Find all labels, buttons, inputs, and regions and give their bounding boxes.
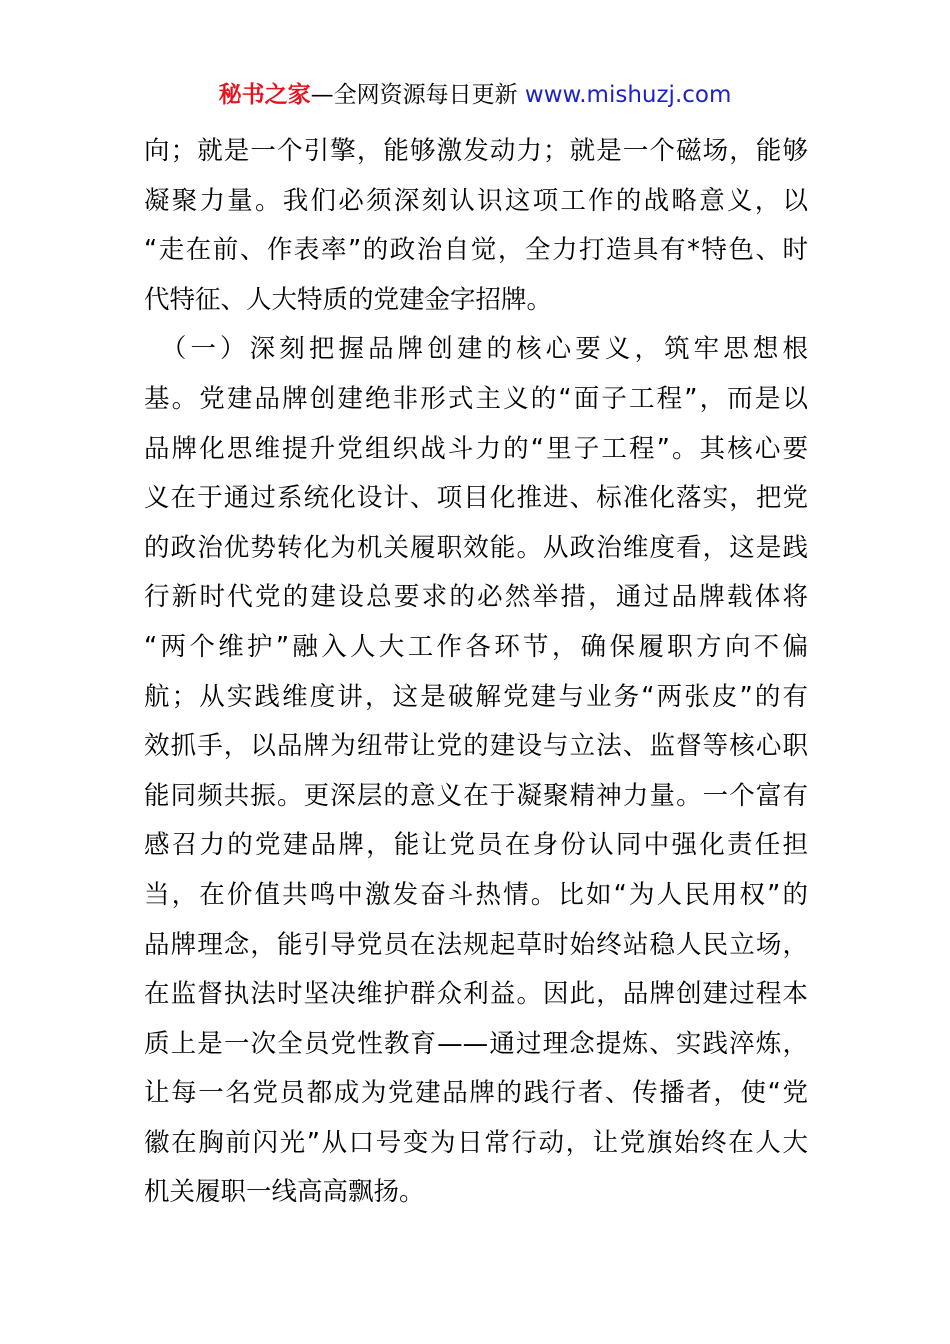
text-line: “走在前、作表率”的政治自觉，全力打造具有*特色、时 — [144, 235, 808, 266]
text-line: 让每一名党员都成为党建品牌的践行者、传播者，使“党 — [144, 1078, 808, 1109]
text-line: 的政治优势转化为机关履职效能。从政治维度看，这是践 — [144, 532, 808, 563]
text-line: 感召力的党建品牌，能让党员在身份认同中强化责任担 — [144, 830, 808, 861]
text-line: 行新时代党的建设总要求的必然举措，通过品牌载体将 — [144, 582, 808, 613]
body-text — [144, 127, 808, 1218]
text-line: 质上是一次全员党性教育——通过理念提炼、实践淬炼， — [144, 1028, 808, 1059]
text-line: 义在于通过系统化设计、项目化推进、标准化落实，把党 — [144, 483, 808, 514]
text-line: 机关履职一线高高飘扬。 — [144, 1177, 425, 1208]
text-line: “两个维护”融入人大工作各环节，确保履职方向不偏 — [144, 631, 808, 662]
page-header — [0, 80, 950, 110]
text-line: 凝聚力量。我们必须深刻认识这项工作的战略意义，以 — [144, 185, 808, 216]
text-line: 能同频共振。更深层的意义在于凝聚精神力量。一个富有 — [144, 780, 808, 811]
section-heading-line: （一）深刻把握品牌创建的核心要义，筑牢思想根 — [144, 334, 808, 365]
text-line: 在监督执法时坚决维护群众利益。因此，品牌创建过程本 — [144, 979, 808, 1010]
text-line: 徽在胸前闪光”从口号变为日常行动，让党旗始终在人大 — [144, 1127, 808, 1158]
text-line: 当，在价值共鸣中激发奋斗热情。比如“为人民用权”的 — [144, 879, 808, 910]
text-line: 基。党建品牌创建绝非形式主义的“面子工程”，而是以 — [144, 383, 808, 414]
text-line: 向；就是一个引擎，能够激发动力；就是一个磁场，能够 — [144, 136, 808, 166]
site-brand: 秘书之家 — [218, 82, 311, 108]
text-line: 代特征、人大特质的党建金字招牌。 — [144, 284, 553, 315]
site-url-link[interactable]: www.mishuzj.com — [524, 82, 732, 108]
text-line: 航；从实践维度讲，这是破解党建与业务“两张皮”的有 — [144, 681, 808, 712]
text-line: 品牌理念，能引导党员在法规起草时始终站稳人民立场， — [144, 929, 808, 960]
site-tagline: —全网资源每日更新 — [310, 82, 518, 108]
text-line: 效抓手，以品牌为纽带让党的建设与立法、监督等核心职 — [144, 731, 808, 762]
text-line: 品牌化思维提升党组织战斗力的“里子工程”。其核心要 — [144, 433, 808, 464]
